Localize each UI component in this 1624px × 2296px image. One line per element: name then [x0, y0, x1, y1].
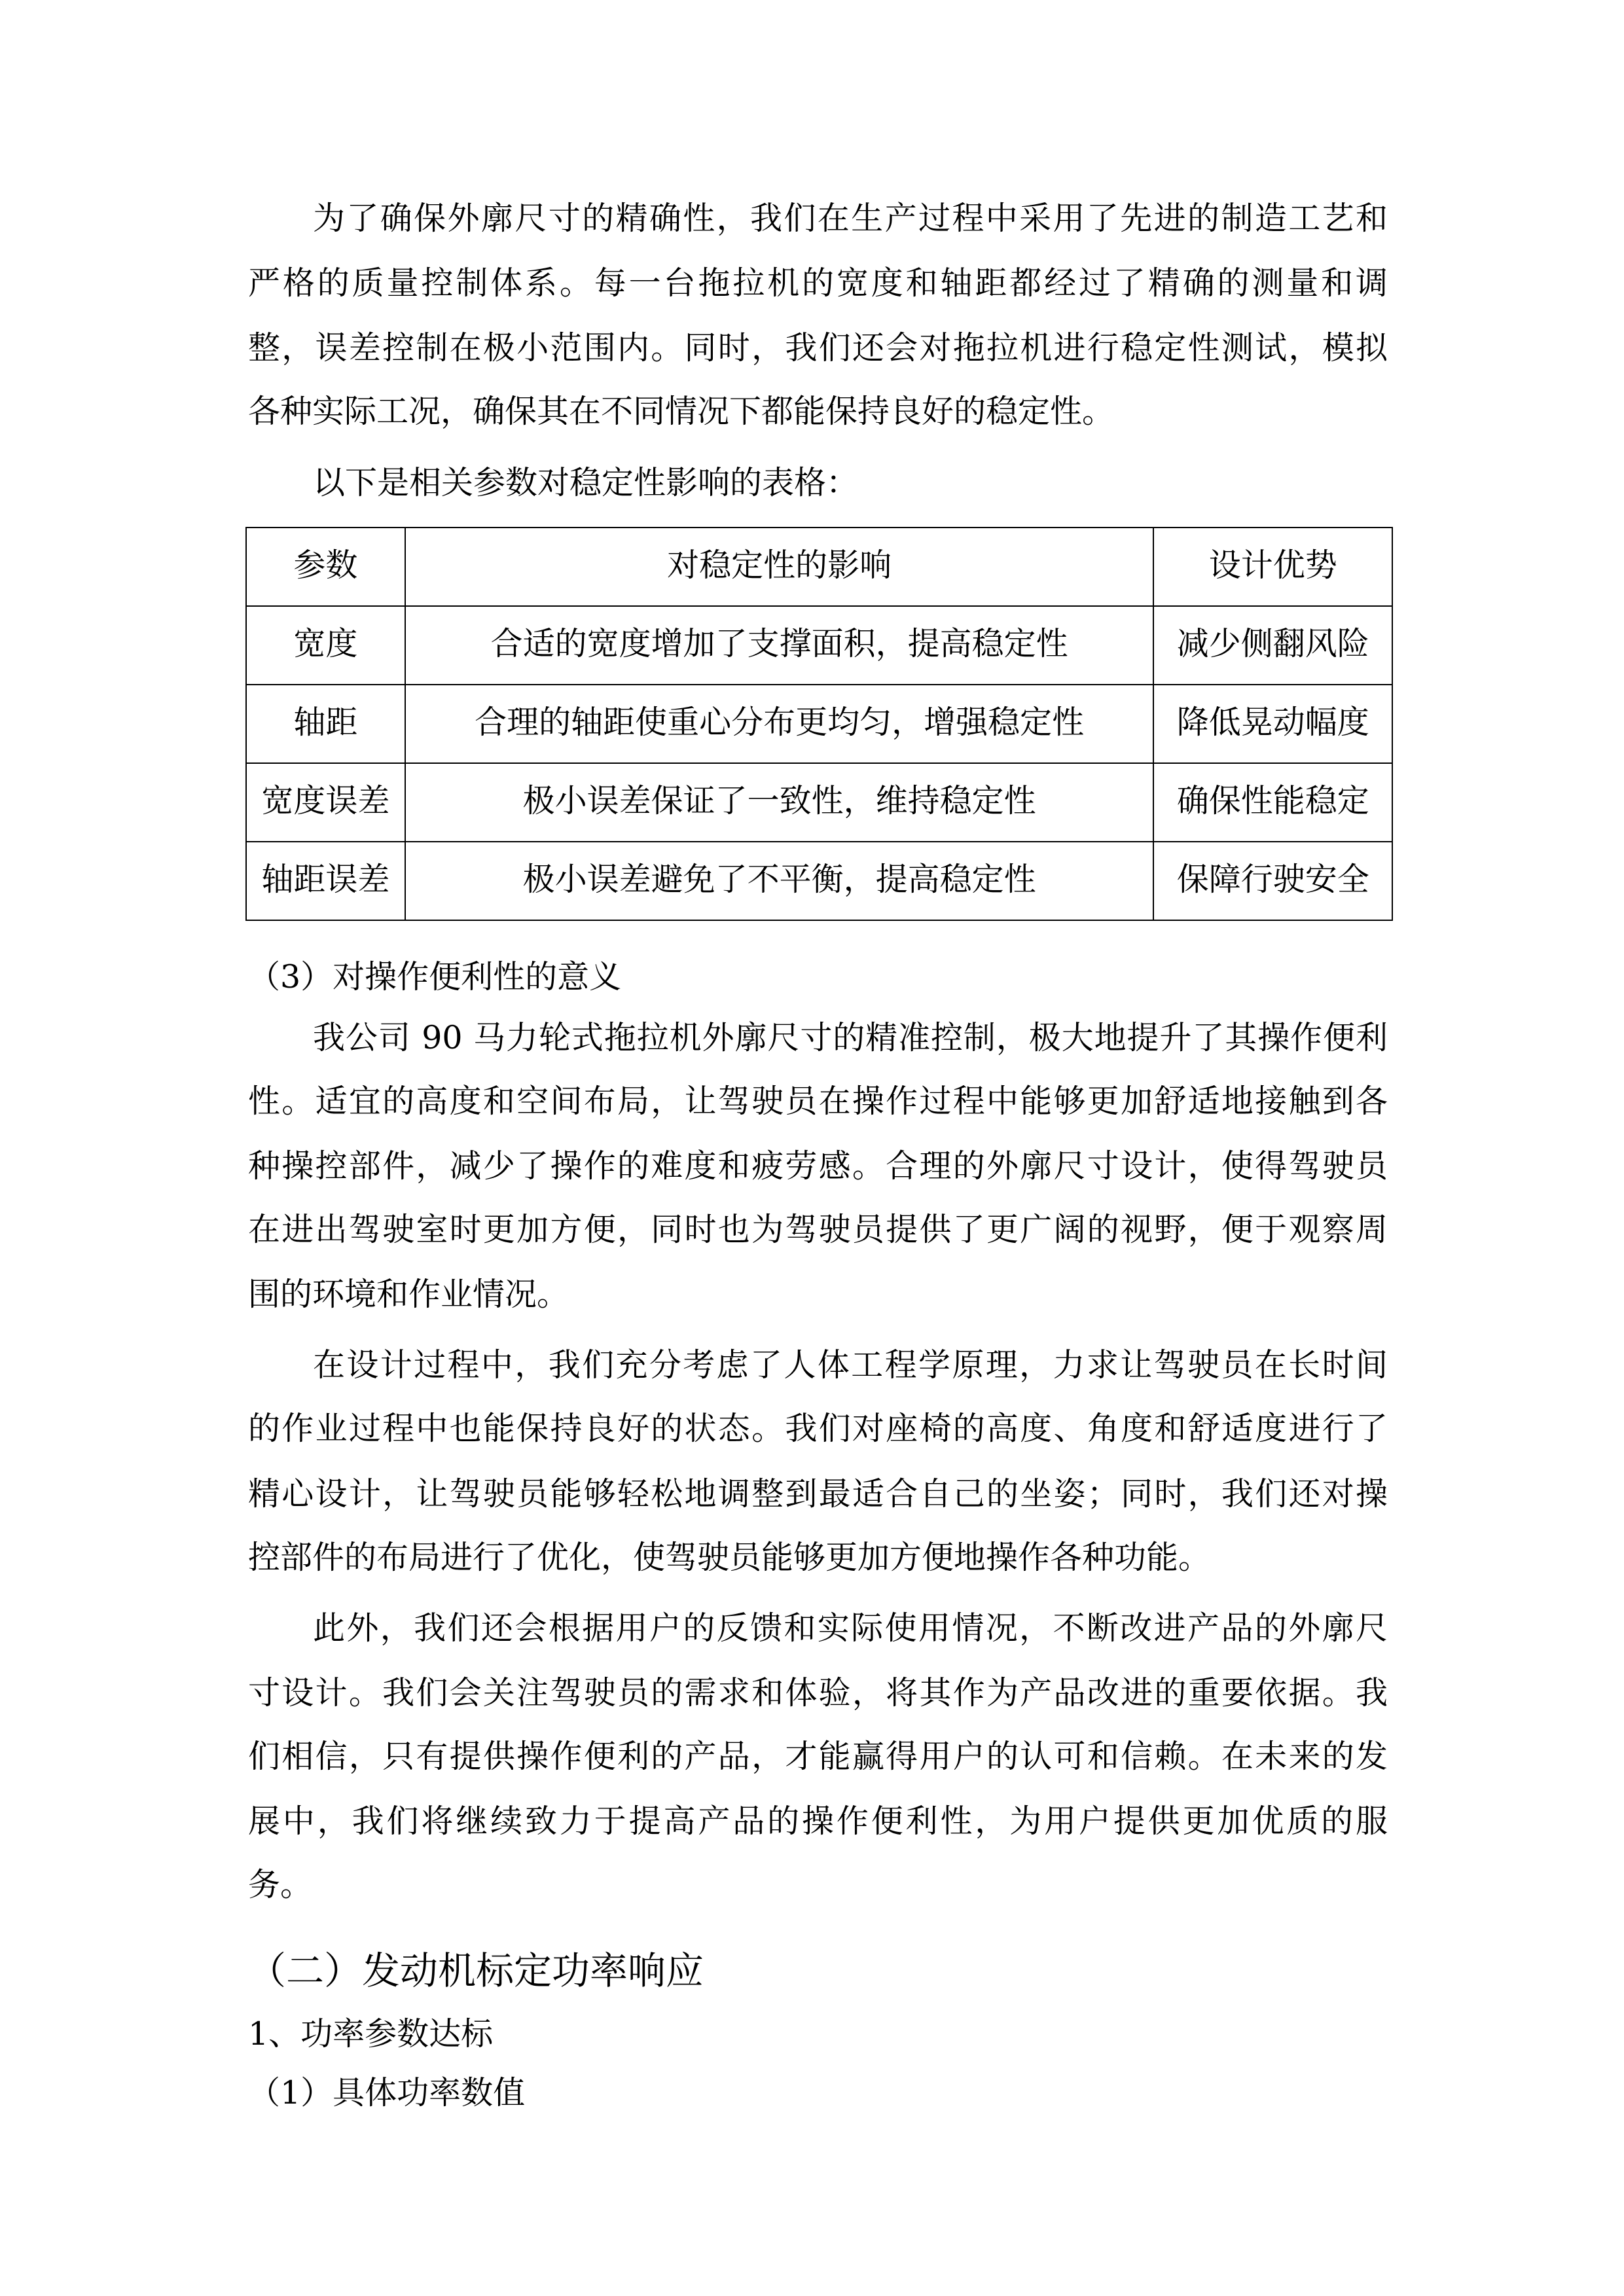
text-line: 寸设计。我们会关注驾驶员的需求和体验，将其作为产品改进的重要依据。我: [248, 1674, 1388, 1712]
text-line: 严格的质量控制体系。每一台拖拉机的宽度和轴距都经过了精确的测量和调: [248, 264, 1388, 302]
text-line: 此外，我们还会根据用户的反馈和实际使用情况，不断改进产品的外廓尺: [313, 1609, 1388, 1647]
cell: 宽度误差: [246, 763, 405, 842]
text-line: 性。适宜的高度和空间布局，让驾驶员在操作过程中能够更加舒适地接触到各: [248, 1083, 1388, 1120]
text-line: 精心设计，让驾驶员能够轻松地调整到最适合自己的坐姿；同时，我们还对操: [248, 1475, 1388, 1513]
table-row: [246, 606, 1392, 685]
text-line: 为了确保外廓尺寸的精确性，我们在生产过程中采用了先进的制造工艺和: [313, 200, 1388, 237]
text-line: 我公司 90 马力轮式拖拉机外廓尺寸的精准控制，极大地提升了其操作便利: [313, 1019, 1388, 1056]
cell: 宽度: [246, 606, 405, 685]
header-cell: 参数: [246, 528, 405, 606]
subheading-3: （3）对操作便利性的意义: [248, 958, 622, 996]
table-header-row: [246, 528, 1392, 606]
section-heading: （二）发动机标定功率响应: [248, 1948, 704, 1993]
header-cell: 对稳定性的影响: [405, 528, 1154, 606]
cell: 合理的轴距使重心分布更均匀，增强稳定性: [405, 685, 1154, 763]
text-line: 务。: [248, 1866, 313, 1903]
table-row: [246, 685, 1392, 763]
cell: 减少侧翻风险: [1153, 606, 1392, 685]
text-line: 展中，我们将继续致力于提高产品的操作便利性，为用户提供更加优质的服: [248, 1803, 1388, 1840]
cell: 降低晃动幅度: [1153, 685, 1392, 763]
cell: 轴距误差: [246, 842, 405, 920]
text-line: 的作业过程中也能保持良好的状态。我们对座椅的高度、角度和舒适度进行了: [248, 1410, 1388, 1447]
text-line: 们相信，只有提供操作便利的产品，才能赢得用户的认可和信赖。在未来的发: [248, 1738, 1388, 1775]
item-heading: 1、功率参数达标: [248, 2015, 494, 2053]
cell: 轴距: [246, 685, 405, 763]
text-line: 控部件的布局进行了优化，使驾驶员能够更加方便地操作各种功能。: [248, 1539, 1211, 1576]
stability-table: [245, 527, 1393, 921]
header-cell: 设计优势: [1153, 528, 1392, 606]
table-row: [246, 763, 1392, 842]
text-line: 种操控部件，减少了操作的难度和疲劳感。合理的外廓尺寸设计，使得驾驶员: [248, 1147, 1388, 1185]
cell: 确保性能稳定: [1153, 763, 1392, 842]
cell: 极小误差保证了一致性，维持稳定性: [405, 763, 1154, 842]
text-line: 整，误差控制在极小范围内。同时，我们还会对拖拉机进行稳定性测试，模拟: [248, 329, 1388, 367]
text-line: 在设计过程中，我们充分考虑了人体工程学原理，力求让驾驶员在长时间: [313, 1346, 1388, 1384]
text-line: 在进出驾驶室时更加方便，同时也为驾驶员提供了更广阔的视野，便于观察周: [248, 1211, 1388, 1248]
table-row: [246, 842, 1392, 920]
cell: 保障行驶安全: [1153, 842, 1392, 920]
text-line: 围的环境和作业情况。: [248, 1276, 569, 1313]
table-intro: 以下是相关参数对稳定性影响的表格：: [313, 464, 859, 501]
subitem-heading: （1）具体功率数值: [248, 2074, 526, 2111]
cell: 合适的宽度增加了支撑面积，提高稳定性: [405, 606, 1154, 685]
text-line: 各种实际工况，确保其在不同情况下都能保持良好的稳定性。: [248, 393, 1115, 430]
cell: 极小误差避免了不平衡，提高稳定性: [405, 842, 1154, 920]
